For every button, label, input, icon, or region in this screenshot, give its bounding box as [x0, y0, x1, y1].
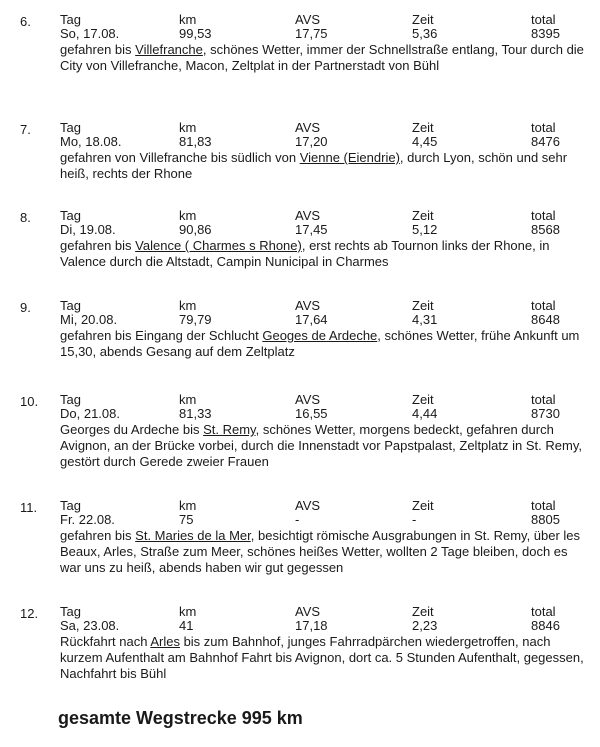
description-text: , schönes Wetter, immer der Schnellstraße entlang, Tour durch die City von Villefranche, Macon, Zeltplat in der Partnerstadt von Bühl [60, 42, 584, 73]
entry-description [60, 238, 592, 270]
value-row [60, 618, 590, 634]
header-zeit: Zeit [412, 604, 434, 619]
entry-description [60, 150, 592, 182]
entry-description [60, 528, 592, 576]
value-row [60, 222, 590, 238]
day-value: Di, 19.08. [60, 222, 116, 237]
km-value: 99,53 [179, 26, 212, 41]
header-km: km [179, 12, 197, 27]
entry-description [60, 328, 592, 360]
day-value: Fr. 22.08. [60, 512, 115, 527]
destination-place: St. Maries de la Mer [135, 528, 251, 543]
header-avs: AVS [295, 498, 321, 513]
avs-value: 17,18 [295, 618, 328, 633]
header-total: total [531, 208, 556, 223]
entry-description [60, 42, 592, 74]
km-value: 41 [179, 618, 194, 633]
header-total: total [531, 604, 556, 619]
value-row [60, 26, 590, 42]
km-value: 81,33 [179, 406, 212, 421]
day-value: So, 17.08. [60, 26, 120, 41]
description-text: gefahren bis [60, 42, 136, 57]
header-avs: AVS [295, 298, 321, 313]
avs-value: 17,45 [295, 222, 328, 237]
header-tag: Tag [60, 120, 81, 135]
description-text: gefahren von Villefranche bis südlich von [60, 150, 300, 165]
destination-place: Villefranche [135, 42, 203, 57]
header-avs: AVS [295, 120, 321, 135]
header-zeit: Zeit [412, 392, 434, 407]
total-value: 8846 [531, 618, 560, 633]
header-total: total [531, 120, 556, 135]
day-value: Do, 21.08. [60, 406, 120, 421]
total-distance: gesamte Wegstrecke 995 km [58, 708, 303, 728]
destination-place: Vienne (Eiendrie) [299, 150, 400, 165]
description-text: , durch Lyon, schön und sehr heiß, rechts der Rhone [60, 150, 568, 181]
day-value: Mi, 20.08. [60, 312, 118, 327]
description-text: , schönes Wetter, morgens bedeckt, gefahren durch Avignon, an der Brücke vorbei, durch die Innenstadt vor Papstpalast, Zeltplatz in St. Remy, gestört durch Gerede zweier Frauen [60, 422, 582, 469]
zeit-value: 4,45 [412, 134, 438, 149]
header-zeit: Zeit [412, 498, 434, 513]
day-value: Sa, 23.08. [60, 618, 120, 633]
header-km: km [179, 298, 197, 313]
zeit-value: 5,36 [412, 26, 438, 41]
destination-place: Valence ( Charmes s Rhone) [135, 238, 302, 253]
entry-number: 10. [20, 394, 39, 409]
total-value: 8395 [531, 26, 560, 41]
total-value: 8568 [531, 222, 560, 237]
destination-place: Arles [150, 634, 180, 649]
entry-number: 8. [20, 210, 31, 225]
header-tag: Tag [60, 298, 81, 313]
header-zeit: Zeit [412, 120, 434, 135]
header-tag: Tag [60, 392, 81, 407]
km-value: 90,86 [179, 222, 212, 237]
header-avs: AVS [295, 392, 321, 407]
total-value: 8730 [531, 406, 560, 421]
avs-value: 17,75 [295, 26, 328, 41]
description-text: , erst rechts ab Tournon links der Rhone, in Valence durch die Altstadt, Campin Nunicipal in Charmes [60, 238, 550, 269]
header-total: total [531, 12, 556, 27]
km-value: 75 [179, 512, 194, 527]
header-zeit: Zeit [412, 208, 434, 223]
header-tag: Tag [60, 208, 81, 223]
value-row [60, 312, 590, 328]
header-total: total [531, 392, 556, 407]
header-avs: AVS [295, 604, 321, 619]
km-value: 79,79 [179, 312, 212, 327]
avs-value: 17,64 [295, 312, 328, 327]
header-zeit: Zeit [412, 298, 434, 313]
header-tag: Tag [60, 12, 81, 27]
description-text: gefahren bis Eingang der Schlucht [60, 328, 263, 343]
entry-description [60, 422, 592, 470]
entry-number: 6. [20, 14, 31, 29]
entry-description [60, 634, 592, 682]
header-km: km [179, 208, 197, 223]
description-text: , schönes Wetter, frühe Ankunft um 15,30, abends Gesang auf dem Zeltplatz [60, 328, 580, 359]
header-tag: Tag [60, 498, 81, 513]
entry-number: 9. [20, 300, 31, 315]
avs-value: 17,20 [295, 134, 328, 149]
zeit-value: 5,12 [412, 222, 438, 237]
description-text: Georges du Ardeche bis [60, 422, 204, 437]
entry-number: 11. [20, 500, 38, 515]
entry-number: 12. [20, 606, 39, 621]
description-text: bis zum Bahnhof, junges Fahrradpärchen wiedergetroffen, nach kurzem Aufenthalt am Bahnhof Fahrt bis Avignon, dort ca. 5 Stunden Aufenthalt, gegessen, Nachfahrt bis Bühl [60, 634, 584, 681]
zeit-value: 4,44 [412, 406, 438, 421]
description-text: gefahren bis [60, 528, 136, 543]
avs-value: 16,55 [295, 406, 328, 421]
total-value: 8476 [531, 134, 560, 149]
entry-number: 7. [20, 122, 31, 137]
header-km: km [179, 604, 197, 619]
total-value: 8805 [531, 512, 560, 527]
zeit-value: 2,23 [412, 618, 438, 633]
description-text: , besichtigt römische Ausgrabungen in St. Remy, über les Beaux, Arles, Straße zum Meer, schönes heißes Wetter, wollten 2 Tage bleiben, doch es war uns zu heiß, abends haben wir gut gegessen [60, 528, 581, 575]
header-avs: AVS [295, 12, 321, 27]
description-text: gefahren bis [60, 238, 136, 253]
avs-value: - [295, 512, 300, 527]
header-avs: AVS [295, 208, 321, 223]
destination-place: Geoges de Ardeche [262, 328, 378, 343]
header-zeit: Zeit [412, 12, 434, 27]
value-row [60, 512, 590, 528]
total-value: 8648 [531, 312, 560, 327]
header-total: total [531, 298, 556, 313]
destination-place: St. Remy [203, 422, 256, 437]
value-row [60, 134, 590, 150]
header-km: km [179, 392, 197, 407]
km-value: 81,83 [179, 134, 212, 149]
day-value: Mo, 18.08. [60, 134, 122, 149]
header-km: km [179, 498, 197, 513]
header-km: km [179, 120, 197, 135]
header-tag: Tag [60, 604, 81, 619]
zeit-value: - [412, 512, 417, 527]
description-text: Rückfahrt nach [60, 634, 151, 649]
value-row [60, 406, 590, 422]
zeit-value: 4,31 [412, 312, 438, 327]
header-total: total [531, 498, 556, 513]
